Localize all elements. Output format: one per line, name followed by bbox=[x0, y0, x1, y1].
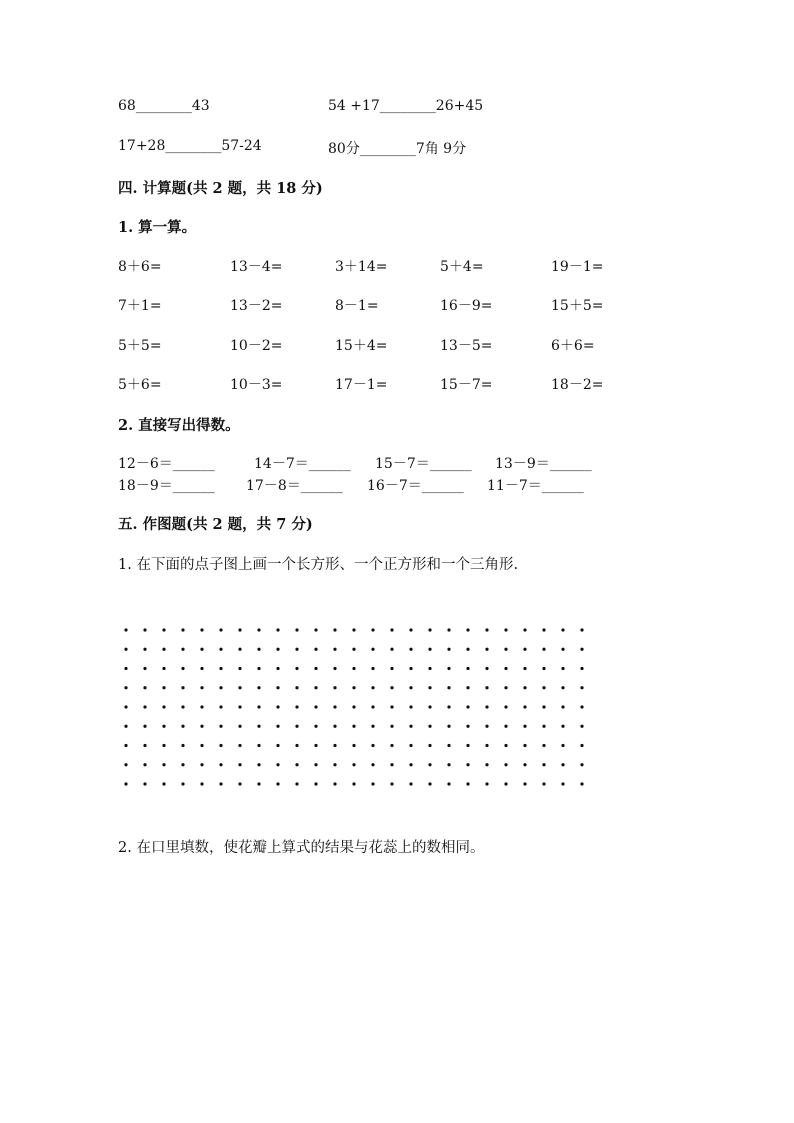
grid-dot[interactable] bbox=[485, 782, 488, 785]
calc-item: 5＋6= bbox=[118, 377, 162, 393]
grid-dot[interactable] bbox=[333, 686, 336, 689]
grid-dot[interactable] bbox=[466, 705, 469, 708]
grid-dot[interactable] bbox=[561, 725, 564, 728]
grid-dot[interactable] bbox=[561, 667, 564, 670]
compare-item-2: 54 +17________26+45 bbox=[328, 98, 484, 114]
grid-dot[interactable] bbox=[314, 725, 317, 728]
grid-dot[interactable] bbox=[257, 686, 260, 689]
grid-dot[interactable] bbox=[523, 744, 526, 747]
grid-dot[interactable] bbox=[162, 667, 165, 670]
grid-dot[interactable] bbox=[390, 628, 393, 631]
grid-dot[interactable] bbox=[466, 782, 469, 785]
grid-dot[interactable] bbox=[276, 628, 279, 631]
grid-dot[interactable] bbox=[143, 744, 146, 747]
grid-dot[interactable] bbox=[295, 725, 298, 728]
grid-dot[interactable] bbox=[238, 667, 241, 670]
question-5-1-title: 1. 在下面的点子图上画一个长方形、一个正方形和一个三角形. bbox=[118, 557, 519, 573]
grid-dot[interactable] bbox=[580, 628, 583, 631]
grid-dot[interactable] bbox=[542, 782, 545, 785]
grid-dot[interactable] bbox=[542, 744, 545, 747]
grid-dot[interactable] bbox=[276, 667, 279, 670]
grid-dot[interactable] bbox=[542, 725, 545, 728]
grid-dot[interactable] bbox=[200, 705, 203, 708]
grid-dot[interactable] bbox=[523, 725, 526, 728]
grid-dot[interactable] bbox=[447, 782, 450, 785]
grid-dot[interactable] bbox=[390, 725, 393, 728]
grid-dot[interactable] bbox=[219, 782, 222, 785]
grid-dot[interactable] bbox=[371, 628, 374, 631]
grid-dot[interactable] bbox=[276, 744, 279, 747]
grid-dot[interactable] bbox=[409, 744, 412, 747]
grid-dot[interactable] bbox=[561, 744, 564, 747]
grid-dot[interactable] bbox=[219, 686, 222, 689]
grid-dot[interactable] bbox=[143, 705, 146, 708]
grid-dot[interactable] bbox=[257, 705, 260, 708]
calc-item: 13－2= bbox=[230, 298, 283, 314]
grid-dot[interactable] bbox=[124, 705, 127, 708]
grid-dot[interactable] bbox=[428, 686, 431, 689]
grid-dot[interactable] bbox=[124, 782, 127, 785]
fill-item[interactable]: 17－8＝______ bbox=[246, 478, 343, 494]
calc-item: 3＋14= bbox=[335, 259, 388, 275]
grid-dot[interactable] bbox=[409, 648, 412, 651]
grid-dot[interactable] bbox=[542, 763, 545, 766]
grid-dot[interactable] bbox=[580, 667, 583, 670]
grid-dot[interactable] bbox=[390, 667, 393, 670]
grid-dot[interactable] bbox=[200, 686, 203, 689]
grid-dot[interactable] bbox=[428, 763, 431, 766]
grid-dot[interactable] bbox=[447, 744, 450, 747]
section-4-title: 四. 计算题(共 2 题，共 18 分) bbox=[118, 180, 323, 197]
question-4-1-title: 1. 算一算。 bbox=[118, 219, 197, 236]
grid-dot[interactable] bbox=[314, 648, 317, 651]
grid-dot[interactable] bbox=[333, 782, 336, 785]
grid-dot[interactable] bbox=[428, 725, 431, 728]
grid-dot[interactable] bbox=[371, 686, 374, 689]
grid-dot[interactable] bbox=[238, 782, 241, 785]
grid-dot[interactable] bbox=[390, 744, 393, 747]
grid-dot[interactable] bbox=[466, 763, 469, 766]
grid-dot[interactable] bbox=[162, 782, 165, 785]
grid-dot[interactable] bbox=[295, 763, 298, 766]
grid-dot[interactable] bbox=[238, 686, 241, 689]
fill-item[interactable]: 11－7＝______ bbox=[487, 478, 584, 494]
grid-dot[interactable] bbox=[390, 763, 393, 766]
grid-dot[interactable] bbox=[200, 725, 203, 728]
compare-item-4: 80分________7角 9分 bbox=[328, 141, 467, 157]
grid-dot[interactable] bbox=[295, 628, 298, 631]
grid-dot[interactable] bbox=[181, 705, 184, 708]
grid-dot[interactable] bbox=[409, 686, 412, 689]
grid-dot[interactable] bbox=[257, 744, 260, 747]
calc-item: 16－9= bbox=[440, 298, 493, 314]
grid-dot[interactable] bbox=[390, 782, 393, 785]
grid-dot[interactable] bbox=[124, 686, 127, 689]
grid-dot[interactable] bbox=[276, 763, 279, 766]
grid-dot[interactable] bbox=[580, 744, 583, 747]
grid-dot[interactable] bbox=[162, 628, 165, 631]
grid-dot[interactable] bbox=[561, 686, 564, 689]
grid-dot[interactable] bbox=[580, 763, 583, 766]
grid-dot[interactable] bbox=[447, 667, 450, 670]
grid-dot[interactable] bbox=[124, 648, 127, 651]
grid-dot[interactable] bbox=[466, 667, 469, 670]
grid-dot[interactable] bbox=[143, 667, 146, 670]
grid-dot[interactable] bbox=[409, 782, 412, 785]
grid-dot[interactable] bbox=[181, 725, 184, 728]
grid-dot[interactable] bbox=[542, 686, 545, 689]
grid-dot[interactable] bbox=[409, 667, 412, 670]
grid-dot[interactable] bbox=[390, 648, 393, 651]
grid-dot[interactable] bbox=[542, 628, 545, 631]
grid-dot[interactable] bbox=[466, 628, 469, 631]
dot-grid[interactable] bbox=[118, 622, 598, 792]
calc-item: 18－2= bbox=[551, 377, 604, 393]
grid-dot[interactable] bbox=[447, 725, 450, 728]
calc-item: 13－4= bbox=[230, 259, 283, 275]
grid-dot[interactable] bbox=[219, 744, 222, 747]
grid-dot[interactable] bbox=[143, 628, 146, 631]
grid-dot[interactable] bbox=[466, 725, 469, 728]
grid-dot[interactable] bbox=[314, 686, 317, 689]
grid-dot[interactable] bbox=[276, 705, 279, 708]
calc-item: 6＋6= bbox=[551, 338, 595, 354]
grid-dot[interactable] bbox=[371, 667, 374, 670]
grid-dot[interactable] bbox=[295, 744, 298, 747]
grid-dot[interactable] bbox=[219, 667, 222, 670]
grid-dot[interactable] bbox=[371, 782, 374, 785]
grid-dot[interactable] bbox=[428, 648, 431, 651]
grid-dot[interactable] bbox=[580, 648, 583, 651]
grid-dot[interactable] bbox=[162, 686, 165, 689]
grid-dot[interactable] bbox=[333, 744, 336, 747]
grid-dot[interactable] bbox=[409, 725, 412, 728]
grid-dot[interactable] bbox=[276, 725, 279, 728]
grid-dot[interactable] bbox=[352, 763, 355, 766]
grid-dot[interactable] bbox=[124, 744, 127, 747]
grid-dot[interactable] bbox=[219, 763, 222, 766]
grid-dot[interactable] bbox=[276, 648, 279, 651]
grid-dot[interactable] bbox=[257, 648, 260, 651]
grid-dot[interactable] bbox=[428, 782, 431, 785]
grid-dot[interactable] bbox=[200, 667, 203, 670]
grid-dot[interactable] bbox=[580, 705, 583, 708]
grid-dot[interactable] bbox=[561, 705, 564, 708]
grid-dot[interactable] bbox=[428, 628, 431, 631]
grid-dot[interactable] bbox=[314, 628, 317, 631]
grid-dot[interactable] bbox=[143, 782, 146, 785]
grid-dot[interactable] bbox=[333, 628, 336, 631]
grid-dot[interactable] bbox=[333, 763, 336, 766]
grid-dot[interactable] bbox=[523, 763, 526, 766]
grid-dot[interactable] bbox=[542, 648, 545, 651]
grid-dot[interactable] bbox=[580, 686, 583, 689]
fill-item[interactable]: 18－9＝______ bbox=[118, 478, 215, 494]
grid-dot[interactable] bbox=[561, 628, 564, 631]
calc-item: 8＋6= bbox=[118, 259, 162, 275]
grid-dot[interactable] bbox=[352, 705, 355, 708]
grid-dot[interactable] bbox=[314, 782, 317, 785]
grid-dot[interactable] bbox=[504, 705, 507, 708]
grid-dot[interactable] bbox=[276, 782, 279, 785]
grid-dot[interactable] bbox=[333, 667, 336, 670]
grid-dot[interactable] bbox=[523, 628, 526, 631]
grid-dot[interactable] bbox=[352, 782, 355, 785]
grid-dot[interactable] bbox=[181, 763, 184, 766]
grid-dot[interactable] bbox=[238, 744, 241, 747]
grid-dot[interactable] bbox=[409, 628, 412, 631]
grid-dot[interactable] bbox=[390, 705, 393, 708]
grid-dot[interactable] bbox=[162, 725, 165, 728]
grid-dot[interactable] bbox=[523, 705, 526, 708]
grid-dot[interactable] bbox=[200, 782, 203, 785]
grid-dot[interactable] bbox=[523, 686, 526, 689]
fill-item[interactable]: 15－7＝______ bbox=[375, 456, 472, 472]
grid-dot[interactable] bbox=[371, 648, 374, 651]
grid-dot[interactable] bbox=[333, 725, 336, 728]
grid-dot[interactable] bbox=[181, 628, 184, 631]
calc-item: 15＋5= bbox=[551, 298, 604, 314]
grid-dot[interactable] bbox=[580, 782, 583, 785]
grid-dot[interactable] bbox=[371, 763, 374, 766]
grid-dot[interactable] bbox=[485, 667, 488, 670]
grid-dot[interactable] bbox=[181, 744, 184, 747]
grid-dot[interactable] bbox=[352, 744, 355, 747]
compare-item-3: 17+28________57-24 bbox=[118, 138, 262, 154]
grid-dot[interactable] bbox=[314, 763, 317, 766]
grid-dot[interactable] bbox=[580, 725, 583, 728]
grid-dot[interactable] bbox=[523, 782, 526, 785]
grid-dot[interactable] bbox=[295, 705, 298, 708]
grid-dot[interactable] bbox=[504, 744, 507, 747]
grid-dot[interactable] bbox=[219, 648, 222, 651]
grid-dot[interactable] bbox=[333, 705, 336, 708]
grid-dot[interactable] bbox=[314, 667, 317, 670]
grid-dot[interactable] bbox=[504, 782, 507, 785]
grid-dot[interactable] bbox=[352, 725, 355, 728]
grid-dot[interactable] bbox=[466, 648, 469, 651]
grid-dot[interactable] bbox=[257, 763, 260, 766]
grid-dot[interactable] bbox=[295, 648, 298, 651]
grid-dot[interactable] bbox=[371, 744, 374, 747]
calc-item: 10－3= bbox=[230, 377, 283, 393]
grid-dot[interactable] bbox=[561, 763, 564, 766]
grid-dot[interactable] bbox=[200, 763, 203, 766]
grid-dot[interactable] bbox=[124, 667, 127, 670]
grid-dot[interactable] bbox=[485, 628, 488, 631]
grid-dot[interactable] bbox=[143, 725, 146, 728]
grid-dot[interactable] bbox=[257, 667, 260, 670]
grid-dot[interactable] bbox=[523, 648, 526, 651]
grid-dot[interactable] bbox=[428, 744, 431, 747]
grid-dot[interactable] bbox=[219, 628, 222, 631]
grid-dot[interactable] bbox=[238, 705, 241, 708]
grid-dot[interactable] bbox=[238, 648, 241, 651]
grid-dot[interactable] bbox=[162, 705, 165, 708]
grid-dot[interactable] bbox=[352, 628, 355, 631]
grid-dot[interactable] bbox=[352, 648, 355, 651]
grid-dot[interactable] bbox=[352, 686, 355, 689]
fill-item[interactable]: 12－6＝______ bbox=[118, 456, 215, 472]
grid-dot[interactable] bbox=[485, 705, 488, 708]
calc-item: 7＋1= bbox=[118, 298, 162, 314]
grid-dot[interactable] bbox=[181, 667, 184, 670]
grid-dot[interactable] bbox=[485, 725, 488, 728]
calc-item: 10－2= bbox=[230, 338, 283, 354]
question-4-2-title: 2. 直接写出得数。 bbox=[118, 417, 240, 434]
grid-dot[interactable] bbox=[485, 648, 488, 651]
grid-dot[interactable] bbox=[162, 744, 165, 747]
grid-dot[interactable] bbox=[124, 725, 127, 728]
grid-dot[interactable] bbox=[257, 628, 260, 631]
grid-dot[interactable] bbox=[200, 744, 203, 747]
grid-dot[interactable] bbox=[504, 628, 507, 631]
grid-dot[interactable] bbox=[314, 744, 317, 747]
grid-dot[interactable] bbox=[219, 725, 222, 728]
grid-dot[interactable] bbox=[181, 648, 184, 651]
grid-dot[interactable] bbox=[124, 628, 127, 631]
grid-dot[interactable] bbox=[542, 667, 545, 670]
grid-dot[interactable] bbox=[181, 686, 184, 689]
grid-dot[interactable] bbox=[447, 686, 450, 689]
calc-item: 8－1= bbox=[335, 298, 379, 314]
compare-item-1: 68________43 bbox=[118, 98, 210, 114]
calc-item: 13－5= bbox=[440, 338, 493, 354]
grid-dot[interactable] bbox=[466, 686, 469, 689]
grid-dot[interactable] bbox=[504, 686, 507, 689]
grid-dot[interactable] bbox=[428, 705, 431, 708]
grid-dot[interactable] bbox=[409, 763, 412, 766]
grid-dot[interactable] bbox=[295, 686, 298, 689]
grid-dot[interactable] bbox=[409, 705, 412, 708]
grid-dot[interactable] bbox=[504, 667, 507, 670]
grid-dot[interactable] bbox=[485, 744, 488, 747]
grid-dot[interactable] bbox=[523, 667, 526, 670]
grid-dot[interactable] bbox=[257, 782, 260, 785]
grid-dot[interactable] bbox=[542, 705, 545, 708]
calc-item: 17－1= bbox=[335, 377, 388, 393]
calc-item: 5＋5= bbox=[118, 338, 162, 354]
grid-dot[interactable] bbox=[238, 725, 241, 728]
section-5-title: 五. 作图题(共 2 题，共 7 分) bbox=[118, 516, 313, 533]
grid-dot[interactable] bbox=[276, 686, 279, 689]
grid-dot[interactable] bbox=[143, 686, 146, 689]
grid-dot[interactable] bbox=[200, 628, 203, 631]
grid-dot[interactable] bbox=[162, 648, 165, 651]
grid-dot[interactable] bbox=[390, 686, 393, 689]
grid-dot[interactable] bbox=[485, 686, 488, 689]
fill-item[interactable]: 14－7＝______ bbox=[254, 456, 351, 472]
grid-dot[interactable] bbox=[181, 782, 184, 785]
grid-dot[interactable] bbox=[447, 763, 450, 766]
grid-dot[interactable] bbox=[200, 648, 203, 651]
grid-dot[interactable] bbox=[352, 667, 355, 670]
calc-item: 15－7= bbox=[440, 377, 493, 393]
grid-dot[interactable] bbox=[371, 705, 374, 708]
grid-dot[interactable] bbox=[295, 782, 298, 785]
grid-dot[interactable] bbox=[447, 628, 450, 631]
grid-dot[interactable] bbox=[295, 667, 298, 670]
grid-dot[interactable] bbox=[561, 782, 564, 785]
grid-dot[interactable] bbox=[219, 705, 222, 708]
calc-item: 15＋4= bbox=[335, 338, 388, 354]
grid-dot[interactable] bbox=[124, 763, 127, 766]
grid-dot[interactable] bbox=[143, 763, 146, 766]
grid-dot[interactable] bbox=[314, 705, 317, 708]
grid-dot[interactable] bbox=[561, 648, 564, 651]
grid-dot[interactable] bbox=[485, 763, 488, 766]
fill-item[interactable]: 16－7＝______ bbox=[367, 478, 464, 494]
grid-dot[interactable] bbox=[466, 744, 469, 747]
grid-dot[interactable] bbox=[504, 763, 507, 766]
grid-dot[interactable] bbox=[447, 648, 450, 651]
grid-dot[interactable] bbox=[238, 628, 241, 631]
grid-dot[interactable] bbox=[428, 667, 431, 670]
grid-dot[interactable] bbox=[143, 648, 146, 651]
grid-dot[interactable] bbox=[162, 763, 165, 766]
grid-dot[interactable] bbox=[257, 725, 260, 728]
question-5-2-title: 2. 在口里填数，使花瓣上算式的结果与花蕊上的数相同。 bbox=[118, 840, 485, 856]
grid-dot[interactable] bbox=[504, 648, 507, 651]
grid-dot[interactable] bbox=[238, 763, 241, 766]
grid-dot[interactable] bbox=[447, 705, 450, 708]
calc-item: 19－1= bbox=[551, 259, 604, 275]
grid-dot[interactable] bbox=[371, 725, 374, 728]
fill-item[interactable]: 13－9＝______ bbox=[495, 456, 592, 472]
grid-dot[interactable] bbox=[333, 648, 336, 651]
calc-item: 5＋4= bbox=[440, 259, 484, 275]
grid-dot[interactable] bbox=[504, 725, 507, 728]
